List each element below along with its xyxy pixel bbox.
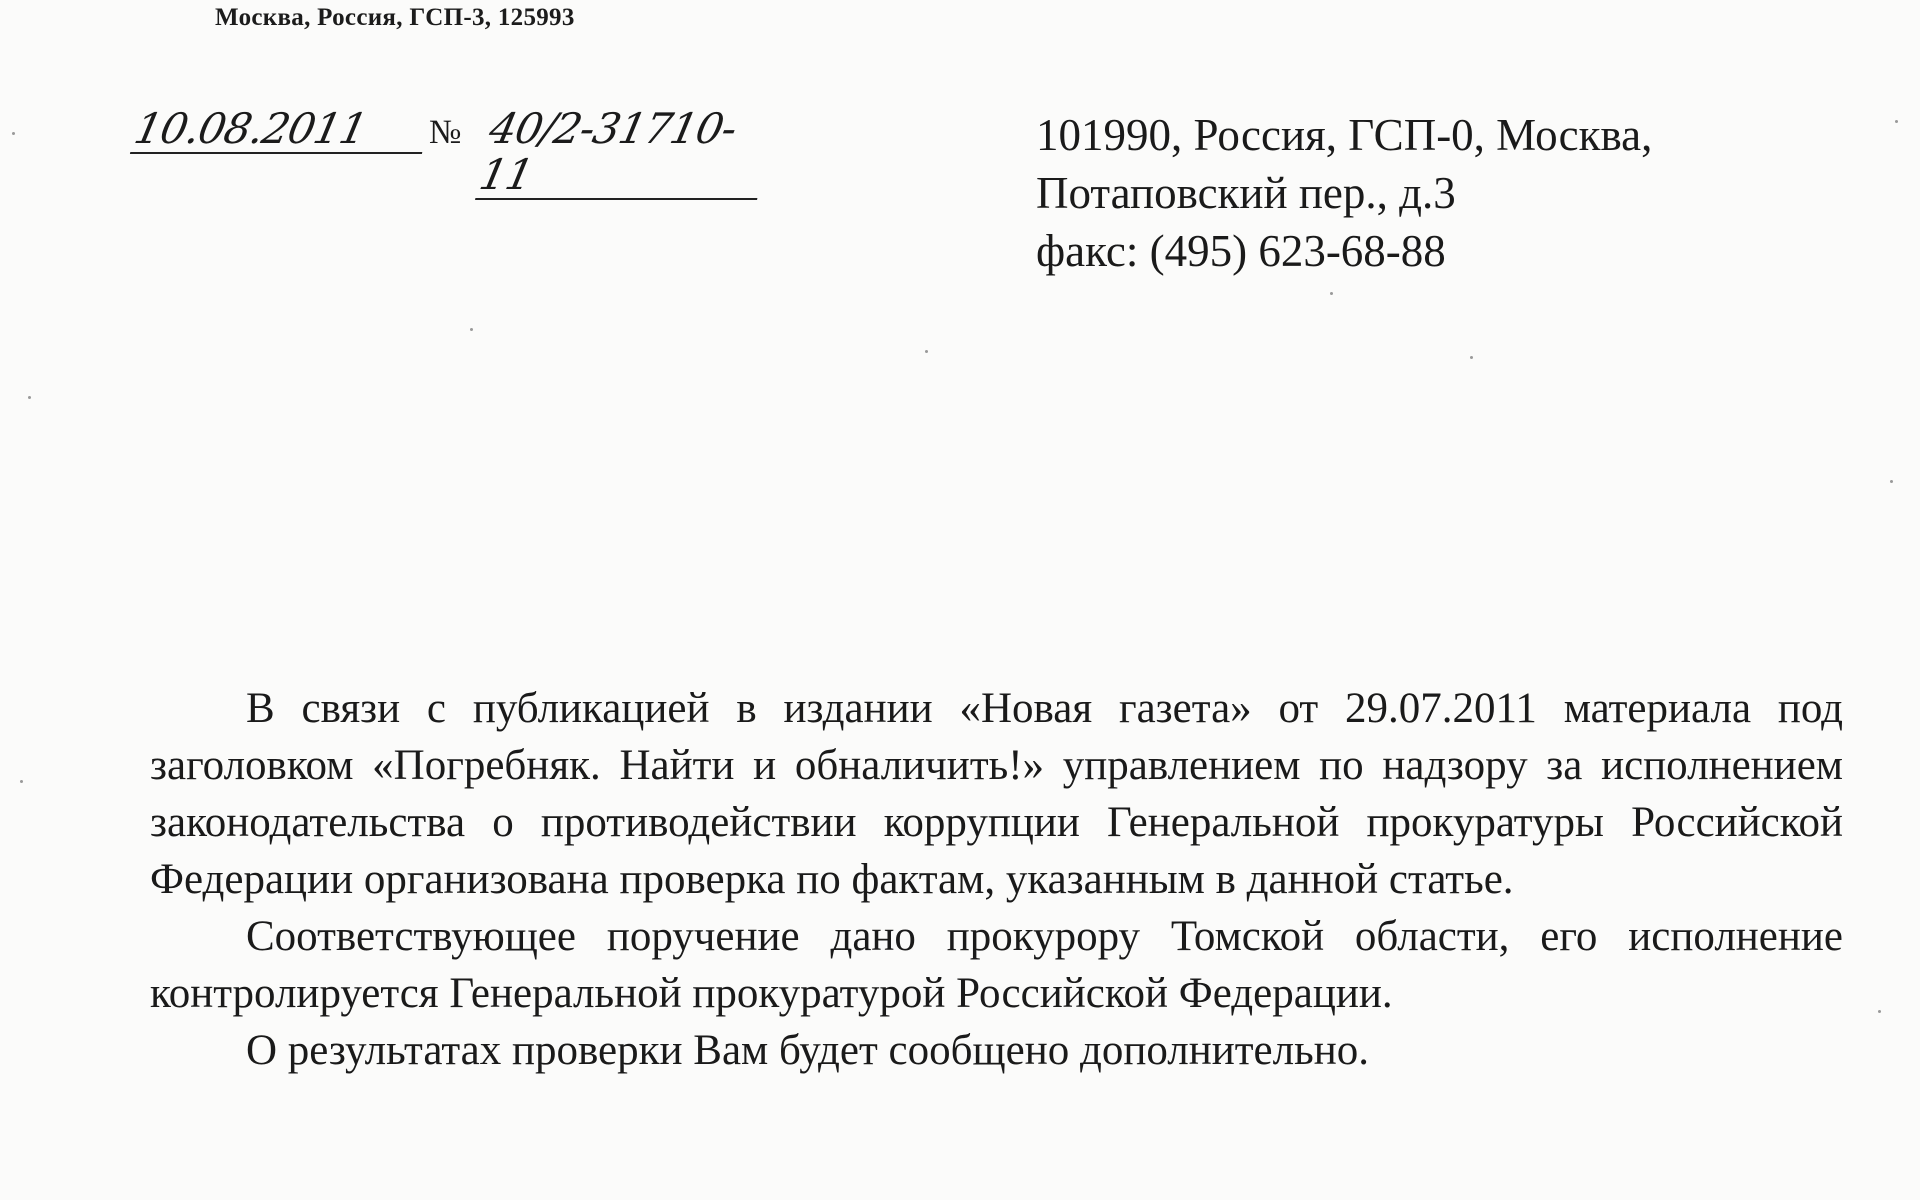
letter-body [150, 680, 1843, 1079]
scan-speck [28, 396, 31, 399]
recipient-line: 101990, Россия, ГСП-0, Москва, [1036, 110, 1653, 160]
scan-speck [1890, 480, 1893, 483]
registration-date: 10.08.2011 [130, 106, 432, 154]
registration-number: 40/2-31710-11 [475, 106, 777, 200]
scan-speck [1470, 356, 1473, 359]
recipient-address [1036, 106, 1652, 280]
body-paragraph: Соответствующее поручение дано прокурору Томской области, его исполнение контролируется Генеральной прокуратурой Российской Федерации. [150, 913, 1843, 1017]
scan-speck [20, 780, 23, 783]
body-paragraph: В связи с публикацией в издании «Новая газета» от 29.07.2011 материала под заголовком «Погребняк. Найти и обналичить!» управлением по надзору за исполнением законодательства о противодействии коррупции Генеральной прокуратуры Российской Федерации организована проверка по фактам, указанным в данной статье. [150, 685, 1843, 903]
scan-speck [1330, 292, 1333, 295]
body-paragraph: О результатах проверки Вам будет сообщено дополнительно. [246, 1027, 1369, 1074]
sender-address: Москва, Россия, ГСП-3, 125993 [215, 4, 575, 31]
scan-speck [925, 350, 928, 353]
recipient-line: факс: (495) 623-68-88 [1036, 226, 1446, 276]
scan-speck [470, 328, 473, 331]
scan-speck [1878, 1010, 1881, 1013]
recipient-line: Потаповский пер., д.3 [1036, 168, 1456, 218]
number-sign: № [429, 114, 462, 151]
scan-speck [12, 132, 15, 135]
scan-speck [1895, 120, 1898, 123]
registration-block [130, 104, 795, 199]
